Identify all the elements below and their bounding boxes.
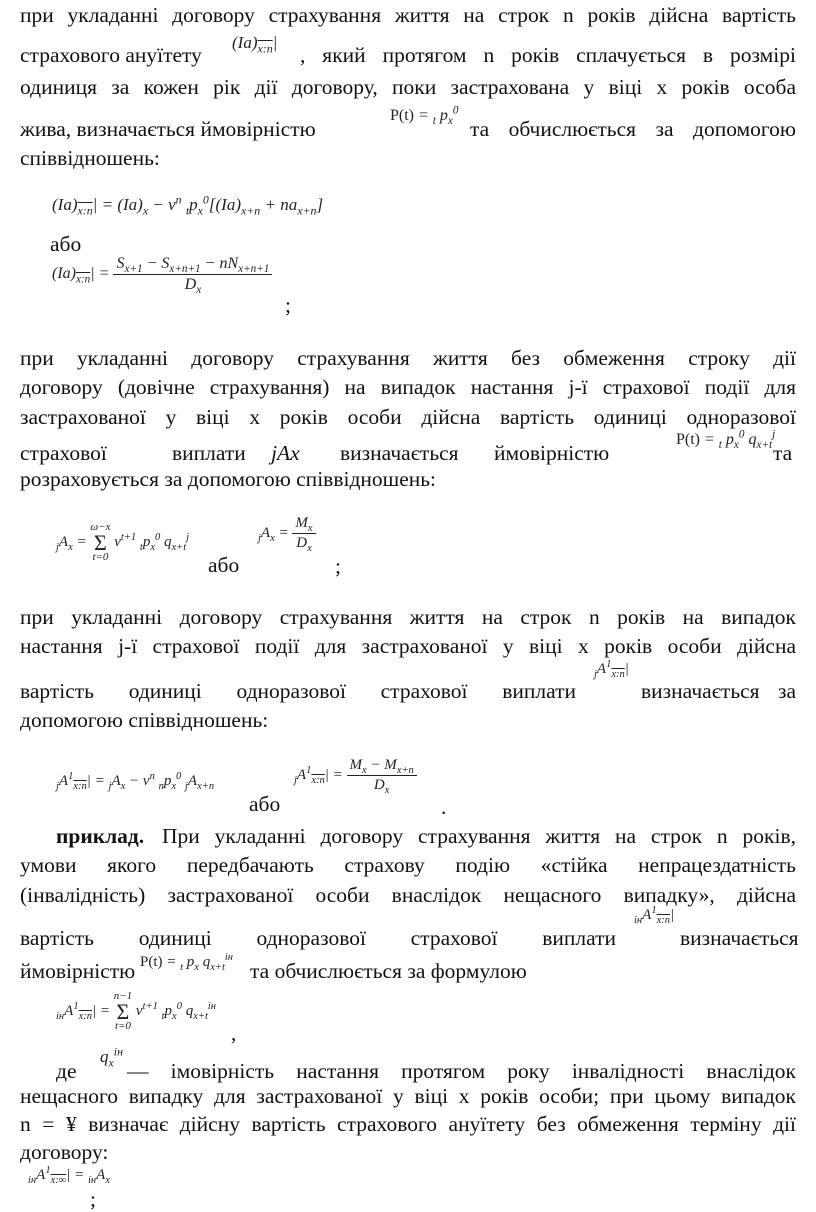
formula-term-single-payment: $_jA^1_{x:n}|$ <box>594 659 629 680</box>
text-fragment: ймовірністю <box>494 441 610 465</box>
text-fragment: або <box>249 792 281 816</box>
text-line: при укладанні договору страхування життя без обмеження строку дії <box>20 346 796 370</box>
text-line: застрахованої у віці x років особи дійсна вартість одиниці одноразової <box>20 405 796 429</box>
text-line: n = ¥ визначає дійсну вартість страхового ануїтету без обмеження терміну дії <box>20 1112 796 1136</box>
text-fragment: або <box>208 553 240 577</box>
formula-annuity-commutation: $(Ia)_{x:n}|$ = $\frac{S_{x+1} - S_{x+n+1} - nN_{x+n+1}}{D_x}$ <box>52 256 272 293</box>
text-fragment: страхової <box>20 441 107 465</box>
text-fragment: , <box>231 1021 237 1045</box>
formula-lifetime-commutation: $_jA_x$ = $\frac{M_x}{D_x}$ <box>258 516 316 551</box>
text-fragment: визначається <box>340 441 459 465</box>
formula-disability-rate: $q_x^{ін}$ <box>100 1044 123 1070</box>
text-line: розраховується за допомогою співвідношень: <box>20 467 437 491</box>
text-line: нещасного випадку для застрахованої у віці x років особи; при цьому випадок <box>20 1084 796 1108</box>
text-line: допомогою співвідношень: <box>20 708 269 732</box>
text-fragment: де <box>56 1059 77 1083</box>
formula-disability-sum: $_{ін}A^1_{x:n}|$ = n−1 Σ t=0 $v^{t+1}$ $_tp_x^0$ $q_{x+t}^{ін}$ <box>56 990 217 1032</box>
formula-annuity-term: $(Ia)_{x:n}|$ <box>232 33 278 56</box>
text-line: співвідношень: <box>20 146 160 170</box>
text-line: при укладанні договору страхування життя на строк n років дійсна вартість <box>20 3 796 27</box>
text-fragment: — імовірність настання протягом року інвалідності внаслідок <box>127 1059 796 1083</box>
text-line: договору (довічне страхування) на випадок настання j-ї страхової події для <box>20 375 796 399</box>
text-line: (інвалідність) застрахованої особи внаслідок нещасного випадку», дійсна <box>20 883 796 907</box>
formula-annuity-recursive: $(Ia)_{x:n}| = (Ia)_x - v^n$ $_tp_x^0[(Ia)_{x+n} + na_{x+n}]$ <box>52 192 324 218</box>
text-fragment: визначається <box>680 926 799 950</box>
text-fragment: . <box>441 795 447 819</box>
text-fragment: та <box>773 441 793 465</box>
formula-disability-probability: P(t) = $_t$ $p_x$ $q_{x+t}^{ін}$ <box>140 952 234 973</box>
text-fragment: страхового ануїтету <box>20 43 202 67</box>
formula-probability-j: P(t) = $_t$ $p_x^0$ $q_{x+t}^j$ <box>676 428 776 452</box>
formula-lifetime-sum: $_jA_x$ = ω−x Σ t=0 $v^{t+1}$ $_tp_x^0$ $q_{x+t}^j$ <box>56 521 190 563</box>
text-fragment: та обчислюється за допомогою <box>470 117 796 141</box>
text-line: при укладанні договору страхування життя на строк n років на випадок <box>20 605 796 629</box>
text-fragment: визначається за <box>641 679 796 703</box>
text-fragment: , який протягом n років сплачується в розмірі <box>300 43 796 67</box>
text-fragment: ; <box>335 554 341 578</box>
formula-term-commutation: $_jA^1_{x:n}|$ = $\frac{M_x - M_{x+n}}{D_x}$ <box>294 758 417 793</box>
text-fragment: ймовірністю <box>20 959 136 983</box>
text-fragment: jAx <box>271 441 300 465</box>
text-line: договору: <box>20 1140 109 1164</box>
text-fragment: При укладанні договору страхування життя на строк n років, <box>162 824 796 848</box>
text-fragment: жива, визначається ймовірністю <box>20 117 316 141</box>
text-line: умови якого передбачають страхову подію «стійка непрацездатність <box>20 853 796 877</box>
text-line: настання j-ї страхової події для застрахованої у віці x років особи дійсна <box>20 634 796 658</box>
formula-probability: P(t) = $_t$ $p_x^0$ <box>390 104 459 128</box>
text-line: одиниця за кожен рік дії договору, поки застрахована у віці x років особа <box>20 75 796 99</box>
formula-infinite-term: $_{ін}A^1_{x:\infty}| = _{ін}A_x$ <box>28 1165 110 1186</box>
formula-term-difference: $_jA^1_{x:n}| = _jA_x - v^n$ $_np_x^0$ $_jA_{x+n}$ <box>56 771 215 792</box>
formula-disability-payment: $_{ін}A^1_{x:n}|$ <box>634 905 675 926</box>
text-fragment: або <box>50 232 82 256</box>
text-fragment: вартість одиниці одноразової страхової виплати <box>20 679 576 703</box>
text-fragment: вартість одиниці одноразової страхової виплати <box>20 926 616 950</box>
text-fragment: та обчислюється за формулою <box>250 959 527 983</box>
example-label: приклад. <box>56 824 145 848</box>
text-fragment: ; <box>285 293 291 317</box>
text-fragment: ; <box>90 1187 96 1211</box>
text-fragment: виплати <box>172 441 246 465</box>
